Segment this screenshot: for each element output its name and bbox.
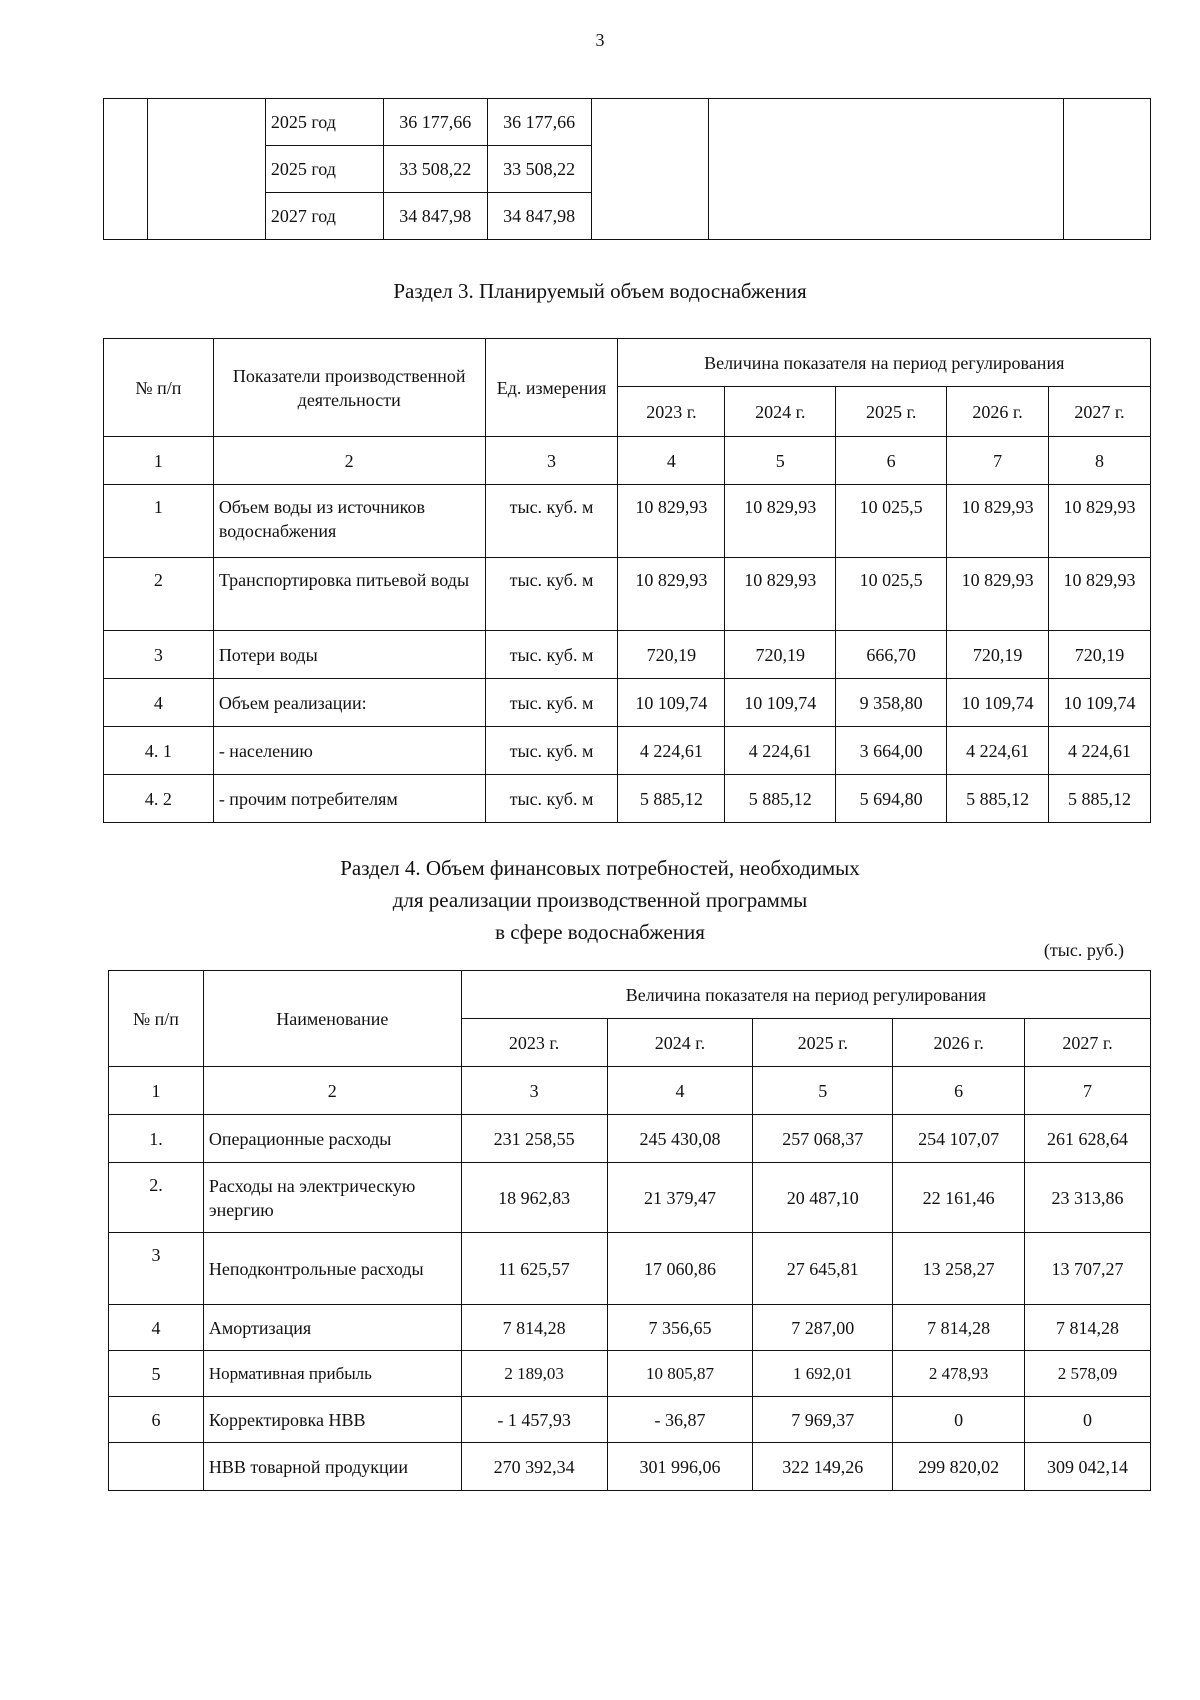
row-value: 261 628,64 [1025, 1115, 1151, 1163]
table-row [104, 631, 1151, 679]
row-value: 7 814,28 [461, 1305, 607, 1351]
row-value: 10 025,5 [836, 558, 947, 631]
value-cell: 36 177,66 [383, 99, 487, 146]
row-name: Неподконтрольные расходы [203, 1233, 461, 1305]
row-value: 4 224,61 [725, 727, 836, 775]
water-supply-volume-table [103, 338, 1151, 823]
row-value: 1 692,01 [753, 1351, 893, 1397]
row-value: 245 430,08 [607, 1115, 753, 1163]
row-name: Амортизация [203, 1305, 461, 1351]
row-value: 5 885,12 [1049, 775, 1151, 823]
row-value: 10 829,93 [725, 485, 836, 558]
row-num: 4. 2 [104, 775, 214, 823]
row-num [109, 1443, 204, 1491]
row-value: 5 694,80 [836, 775, 947, 823]
value-cell: 33 508,22 [383, 146, 487, 193]
row-value: 4 224,61 [1049, 727, 1151, 775]
header-year: 2025 г. [836, 387, 947, 437]
section-4-title-line: в сфере водоснабжения [495, 920, 705, 944]
table-row [109, 1305, 1151, 1351]
row-num: 3 [104, 631, 214, 679]
row-value: 301 996,06 [607, 1443, 753, 1491]
row-value: 5 885,12 [618, 775, 725, 823]
table-row [104, 679, 1151, 727]
row-value: 720,19 [725, 631, 836, 679]
row-value: 2 189,03 [461, 1351, 607, 1397]
row-value: 10 829,93 [725, 558, 836, 631]
row-value: 0 [893, 1397, 1025, 1443]
header-num: № п/п [109, 971, 204, 1067]
row-value: 9 358,80 [836, 679, 947, 727]
row-name: Операционные расходы [203, 1115, 461, 1163]
row-value: 254 107,07 [893, 1115, 1025, 1163]
row-unit: тыс. куб. м [485, 727, 618, 775]
unit-note: (тыс. руб.) [1043, 940, 1124, 960]
row-value: 7 356,65 [607, 1305, 753, 1351]
section-3-title: Раздел 3. Планируемый объем водоснабжения [393, 279, 807, 303]
table-row [109, 1443, 1151, 1491]
row-name: - прочим потребителям [213, 775, 485, 823]
year-cell: 2027 год [265, 193, 383, 240]
row-num: 2. [109, 1163, 204, 1233]
financial-needs-table [108, 970, 1151, 1491]
section-4-title-line: для реализации производственной программы [392, 888, 808, 912]
header-row [109, 971, 1151, 1019]
row-value: 720,19 [1049, 631, 1151, 679]
column-number: 7 [947, 437, 1049, 485]
row-value: 13 258,27 [893, 1233, 1025, 1305]
column-number: 4 [618, 437, 725, 485]
continuation-table [103, 98, 1151, 240]
header-row [104, 339, 1151, 387]
page-number: 3 [595, 30, 605, 50]
empty-cell [147, 99, 265, 240]
row-num: 4 [104, 679, 214, 727]
column-number: 2 [203, 1067, 461, 1115]
row-unit: тыс. куб. м [485, 775, 618, 823]
row-value: 18 962,83 [461, 1163, 607, 1233]
column-number: 5 [753, 1067, 893, 1115]
row-value: 10 829,93 [1049, 485, 1151, 558]
row-value: 13 707,27 [1025, 1233, 1151, 1305]
value-cell: 36 177,66 [487, 99, 591, 146]
row-num: 4 [109, 1305, 204, 1351]
row-value: 7 287,00 [753, 1305, 893, 1351]
header-year: 2027 г. [1049, 387, 1151, 437]
row-value: 666,70 [836, 631, 947, 679]
section-4-title-line: Раздел 4. Объем финансовых потребностей, необходимых [340, 856, 860, 880]
row-value: 2 578,09 [1025, 1351, 1151, 1397]
header-year: 2024 г. [607, 1019, 753, 1067]
header-num: № п/п [104, 339, 214, 437]
row-num: 4. 1 [104, 727, 214, 775]
column-number: 2 [213, 437, 485, 485]
table-row [104, 485, 1151, 558]
header-year: 2023 г. [618, 387, 725, 437]
row-value: 720,19 [947, 631, 1049, 679]
header-year: 2023 г. [461, 1019, 607, 1067]
row-name: Нормативная прибыль [203, 1351, 461, 1397]
row-value: 7 969,37 [753, 1397, 893, 1443]
empty-cell [591, 99, 709, 240]
table-row [109, 1163, 1151, 1233]
row-value: 231 258,55 [461, 1115, 607, 1163]
header-period: Величина показателя на период регулирования [618, 339, 1151, 387]
row-num: 5 [109, 1351, 204, 1397]
row-unit: тыс. куб. м [485, 558, 618, 631]
column-number: 4 [607, 1067, 753, 1115]
row-value: 3 664,00 [836, 727, 947, 775]
row-num: 6 [109, 1397, 204, 1443]
row-name: Объем реализации: [213, 679, 485, 727]
column-number: 3 [485, 437, 618, 485]
table-row [104, 775, 1151, 823]
row-name: Транспортировка питьевой воды [213, 558, 485, 631]
value-cell: 33 508,22 [487, 146, 591, 193]
column-number-row [109, 1067, 1151, 1115]
row-value: 22 161,46 [893, 1163, 1025, 1233]
row-value: 10 829,93 [618, 558, 725, 631]
row-name: - населению [213, 727, 485, 775]
row-value: 7 814,28 [1025, 1305, 1151, 1351]
header-indicator: Показатели производственной деятельности [213, 339, 485, 437]
row-num: 2 [104, 558, 214, 631]
row-value: 2 478,93 [893, 1351, 1025, 1397]
row-value: 10 109,74 [725, 679, 836, 727]
row-value: 10 109,74 [947, 679, 1049, 727]
row-value: 0 [1025, 1397, 1151, 1443]
row-value: 4 224,61 [947, 727, 1049, 775]
row-value: 720,19 [618, 631, 725, 679]
table-row [109, 1351, 1151, 1397]
column-number: 6 [893, 1067, 1025, 1115]
row-name: Потери воды [213, 631, 485, 679]
header-year: 2025 г. [753, 1019, 893, 1067]
row-value: 10 025,5 [836, 485, 947, 558]
empty-cell [1064, 99, 1151, 240]
row-value: 10 829,93 [1049, 558, 1151, 631]
continuation-table-body [104, 99, 1151, 240]
column-number: 8 [1049, 437, 1151, 485]
column-number: 1 [109, 1067, 204, 1115]
row-name: Корректировка НВВ [203, 1397, 461, 1443]
header-year: 2026 г. [893, 1019, 1025, 1067]
row-value: 10 109,74 [618, 679, 725, 727]
header-name: Наименование [203, 971, 461, 1067]
row-value: 309 042,14 [1025, 1443, 1151, 1491]
row-name: Расходы на электрическую энергию [203, 1163, 461, 1233]
row-value: 23 313,86 [1025, 1163, 1151, 1233]
row-value: 17 060,86 [607, 1233, 753, 1305]
column-number: 7 [1025, 1067, 1151, 1115]
row-value: 10 805,87 [607, 1351, 753, 1397]
row-value: 10 829,93 [947, 558, 1049, 631]
row-value: 21 379,47 [607, 1163, 753, 1233]
column-number: 5 [725, 437, 836, 485]
row-value: 299 820,02 [893, 1443, 1025, 1491]
header-year: 2026 г. [947, 387, 1049, 437]
row-unit: тыс. куб. м [485, 679, 618, 727]
header-period: Величина показателя на период регулирования [461, 971, 1150, 1019]
row-value: 4 224,61 [618, 727, 725, 775]
value-cell: 34 847,98 [383, 193, 487, 240]
value-cell: 34 847,98 [487, 193, 591, 240]
row-value: 27 645,81 [753, 1233, 893, 1305]
year-cell: 2025 год [265, 146, 383, 193]
empty-cell [709, 99, 1064, 240]
row-unit: тыс. куб. м [485, 631, 618, 679]
column-number-row [104, 437, 1151, 485]
column-number: 3 [461, 1067, 607, 1115]
row-value: - 1 457,93 [461, 1397, 607, 1443]
row-value: 10 829,93 [947, 485, 1049, 558]
row-num: 3 [109, 1233, 204, 1305]
row-value: 10 109,74 [1049, 679, 1151, 727]
section-4-title [0, 852, 1200, 948]
row-num: 1. [109, 1115, 204, 1163]
column-number: 1 [104, 437, 214, 485]
table-row [109, 1233, 1151, 1305]
table-row [104, 727, 1151, 775]
header-year: 2024 г. [725, 387, 836, 437]
row-value: 5 885,12 [947, 775, 1049, 823]
year-cell: 2025 год [265, 99, 383, 146]
row-name: Объем воды из источников водоснабжения [213, 485, 485, 558]
row-value: 20 487,10 [753, 1163, 893, 1233]
row-value: 322 149,26 [753, 1443, 893, 1491]
row-value: 270 392,34 [461, 1443, 607, 1491]
table-row [109, 1115, 1151, 1163]
row-value: 11 625,57 [461, 1233, 607, 1305]
header-unit: Ед. измерения [485, 339, 618, 437]
header-year: 2027 г. [1025, 1019, 1151, 1067]
table-row [104, 99, 1151, 146]
row-unit: тыс. куб. м [485, 485, 618, 558]
row-value: 5 885,12 [725, 775, 836, 823]
row-value: - 36,87 [607, 1397, 753, 1443]
row-num: 1 [104, 485, 214, 558]
table-row [109, 1397, 1151, 1443]
row-value: 257 068,37 [753, 1115, 893, 1163]
row-value: 10 829,93 [618, 485, 725, 558]
table-row [104, 558, 1151, 631]
empty-cell [104, 99, 148, 240]
column-number: 6 [836, 437, 947, 485]
row-value: 7 814,28 [893, 1305, 1025, 1351]
row-name: НВВ товарной продукции [203, 1443, 461, 1491]
